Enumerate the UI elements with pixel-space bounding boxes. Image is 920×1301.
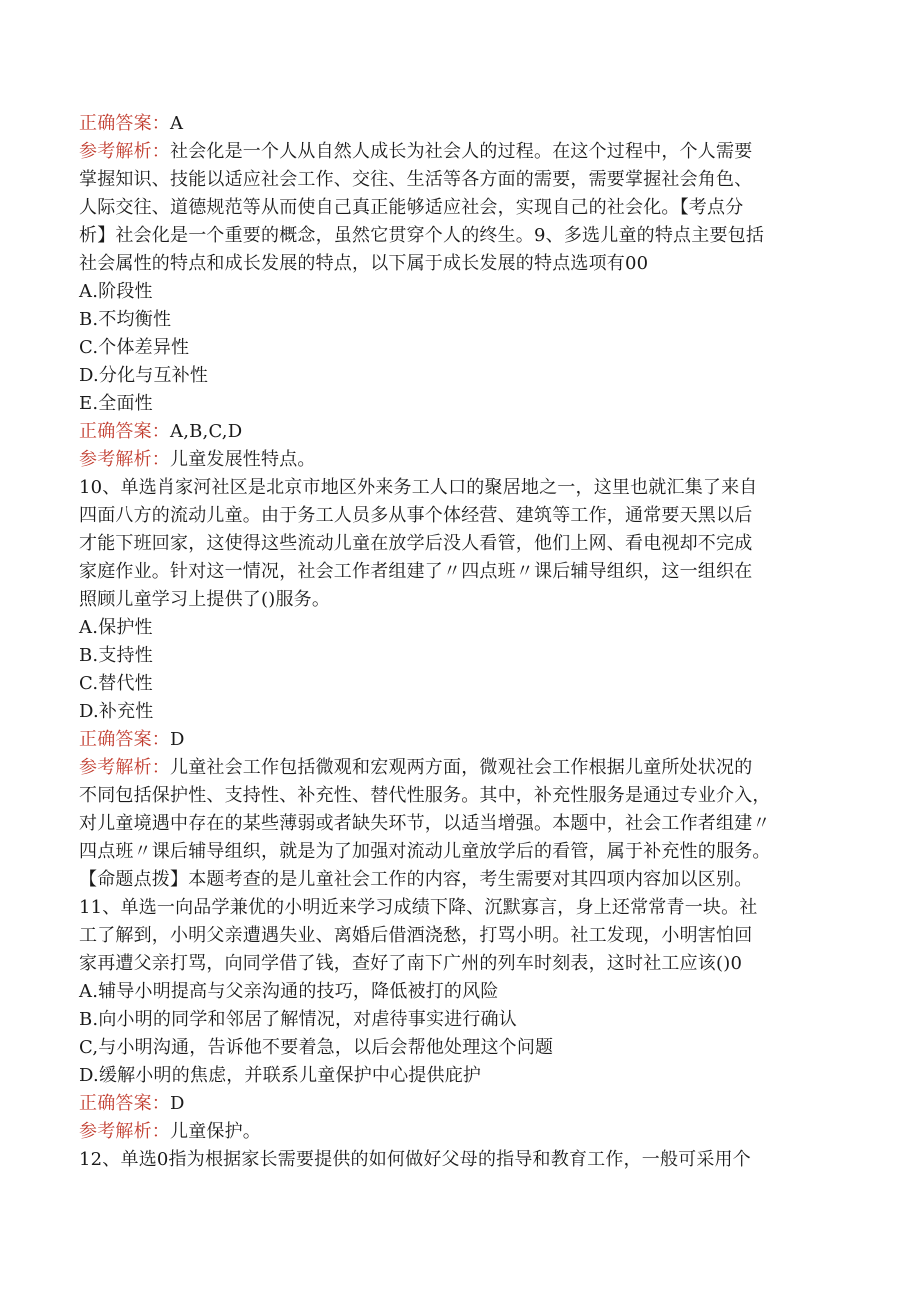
question-line: 11、单选一向品学兼优的小明近来学习成绩下降、沉默寡言，身上还常常青一块。社 xyxy=(79,897,758,918)
text-line: 人际交往、道德规范等从而使自己真正能够适应社会，实现自己的社会化。【考点分 xyxy=(79,197,744,218)
text-line: 不同包括保护性、支持性、补充性、替代性服务。其中，补充性服务是通过专业介入， xyxy=(79,785,771,806)
text-line: 四点班〃课后辅导组织，就是为了加强对流动儿童放学后的看管，属于补充性的服务。 xyxy=(79,841,771,862)
answer-line xyxy=(79,726,839,754)
explanation-line xyxy=(79,138,839,166)
answer-label: 正确答案： xyxy=(79,421,170,442)
option-line: D.补充性 xyxy=(79,701,154,722)
option-line: E.全面性 xyxy=(79,393,153,414)
answer-label: 正确答案： xyxy=(79,1093,170,1114)
option-line: D.缓解小明的焦虑，并联系儿童保护中心提供庇护 xyxy=(79,1065,482,1086)
question-line: 10、单选肖家河社区是北京市地区外来务工人口的聚居地之一，这里也就汇集了来自 xyxy=(79,477,758,498)
explanation-text: 儿童社会工作包括微观和宏观两方面，微观社会工作根据儿童所处状况的 xyxy=(170,757,753,778)
option-line: B.不均衡性 xyxy=(79,309,172,330)
text-line: 工了解到，小明父亲遭遇失业、离婚后借酒浇愁，打骂小明。社工发现，小明害怕回 xyxy=(79,925,753,946)
option-line: C,与小明沟通，告诉他不要着急，以后会帮他处理这个问题 xyxy=(79,1037,554,1058)
explanation-label: 参考解析： xyxy=(79,449,170,470)
text-line: 析】社会化是一个重要的概念，虽然它贯穿个人的终生。9、多选儿童的特点主要包括 xyxy=(79,225,765,246)
explanation-line xyxy=(79,1118,839,1146)
text-line: 社会属性的特点和成长发展的特点，以下属于成长发展的特点选项有00 xyxy=(79,253,649,274)
text-line: 掌握知识、技能以适应社会工作、交往、生活等各方面的需要，需要掌握社会角色、 xyxy=(79,169,753,190)
answer-line xyxy=(79,418,839,446)
answer-value: D xyxy=(170,1093,185,1114)
text-line: 照顾儿童学习上提供了()服务。 xyxy=(79,589,331,610)
explanation-label: 参考解析： xyxy=(79,141,170,162)
option-line: C.个体差异性 xyxy=(79,337,190,358)
answer-value: A,B,C,D xyxy=(170,421,243,442)
answer-label: 正确答案： xyxy=(79,729,170,750)
answer-line xyxy=(79,1090,839,1118)
text-line: 家再遭父亲打骂，向同学借了钱，查好了南下广州的列车时刻表，这时社工应该()0 xyxy=(79,953,743,974)
document-page xyxy=(79,110,839,1174)
explanation-line xyxy=(79,446,839,474)
explanation-text: 社会化是一个人从自然人成长为社会人的过程。在这个过程中，个人需要 xyxy=(170,141,753,162)
answer-label: 正确答案： xyxy=(79,113,170,134)
explanation-label: 参考解析： xyxy=(79,757,170,778)
text-line: 四面八方的流动儿童。由于务工人员多从事个体经营、建筑等工作，通常要天黑以后 xyxy=(79,505,753,526)
option-line: A.保护性 xyxy=(79,617,153,638)
option-line: B.向小明的同学和邻居了解情况，对虐待事实进行确认 xyxy=(79,1009,517,1030)
text-line: 【命题点拨】本题考查的是儿童社会工作的内容，考生需要对其四项内容加以区别。 xyxy=(79,869,753,890)
option-line: C.替代性 xyxy=(79,673,153,694)
text-line: 家庭作业。针对这一情况，社会工作者组建了〃四点班〃课后辅导组织，这一组织在 xyxy=(79,561,753,582)
question-line: 12、单选0指为根据家长需要提供的如何做好父母的指导和教育工作，一般可采用个 xyxy=(79,1149,751,1170)
answer-value: D xyxy=(170,729,185,750)
option-line: A.辅导小明提高与父亲沟通的技巧，降低被打的风险 xyxy=(79,981,499,1002)
answer-value: A xyxy=(170,113,184,134)
option-line: D.分化与互补性 xyxy=(79,365,209,386)
explanation-label: 参考解析： xyxy=(79,1121,170,1142)
answer-line xyxy=(79,110,839,138)
text-line: 对儿童境遇中存在的某些薄弱或者缺失环节，以适当增强。本题中，社会工作者组建〃 xyxy=(79,813,771,834)
option-line: A.阶段性 xyxy=(79,281,153,302)
explanation-line xyxy=(79,754,839,782)
text-line: 才能下班回家，这使得这些流动儿童在放学后没人看管，他们上网、看电视却不完成 xyxy=(79,533,753,554)
explanation-text: 儿童发展性特点。 xyxy=(170,449,316,470)
option-line: B.支持性 xyxy=(79,645,153,666)
explanation-text: 儿童保护。 xyxy=(170,1121,261,1142)
